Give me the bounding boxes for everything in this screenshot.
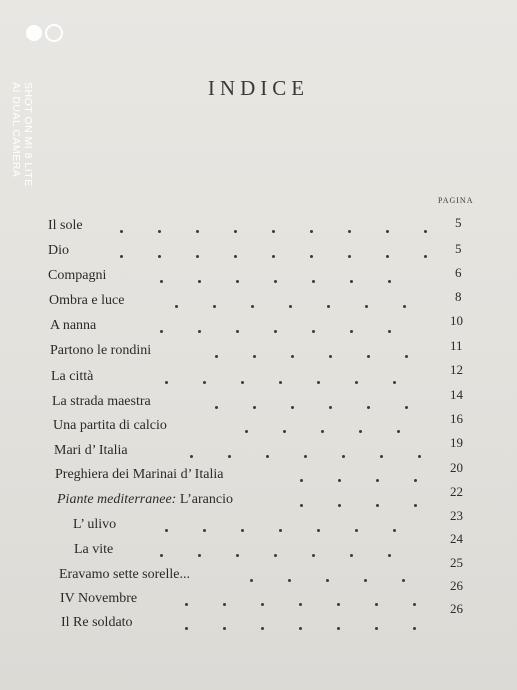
leader-dots	[160, 554, 425, 558]
toc-page-number: 16	[450, 411, 463, 426]
toc-entry-section: Piante mediterranee:	[57, 492, 177, 507]
toc-page-number: 26	[450, 601, 463, 616]
toc-entry-title: Eravamo sette sorelle...	[59, 567, 191, 582]
toc-entry	[48, 268, 106, 284]
leader-dots	[185, 603, 425, 607]
toc-entry	[55, 467, 223, 483]
toc-page-number: 8	[455, 289, 462, 304]
toc-entry	[61, 615, 133, 631]
toc-entry-title: La strada maestra	[52, 394, 151, 409]
toc-entry	[51, 369, 93, 385]
leader-dots	[160, 330, 425, 334]
toc-page-number: 23	[450, 508, 463, 523]
toc-page-number: 14	[450, 387, 463, 402]
toc-entry-title: Il Re soldato	[61, 615, 133, 630]
leader-dots	[300, 479, 425, 483]
toc-entry-title: La città	[51, 369, 94, 384]
toc-entry	[50, 318, 96, 334]
toc-entry	[50, 343, 151, 359]
toc-page-number: 22	[450, 484, 463, 499]
toc-entry-title: L’ ulivo	[73, 517, 117, 532]
toc-entry-title: Ombra e luce	[49, 293, 125, 308]
camera-logo-icon	[26, 24, 63, 42]
toc-entry	[48, 218, 83, 234]
leader-dots	[250, 579, 425, 583]
camera-watermark	[26, 24, 63, 42]
leader-dots	[185, 627, 425, 631]
toc-entry	[73, 517, 116, 533]
toc-entry	[54, 443, 128, 459]
toc-entry-title: Mari d’ Italia	[54, 443, 128, 458]
leader-dots	[160, 280, 425, 284]
toc-page-number: 11	[450, 338, 463, 353]
toc-page-number: 10	[450, 313, 463, 328]
toc-page-number: 20	[450, 460, 463, 475]
leader-dots	[120, 230, 425, 234]
toc-entry	[57, 492, 233, 508]
toc-entry-title: Partono le rondini	[50, 343, 152, 358]
toc-page-number: 5	[455, 241, 462, 256]
toc-entry	[53, 418, 167, 434]
toc-entry	[48, 243, 69, 259]
toc-entry	[74, 542, 113, 558]
toc-page-number: 25	[450, 555, 463, 570]
toc-entry-title: Il sole	[48, 218, 83, 233]
leader-dots	[120, 255, 425, 259]
toc-entry-title: Una partita di calcio	[53, 418, 167, 433]
leader-dots	[215, 406, 425, 410]
toc-entry-title: Dio	[48, 243, 69, 258]
toc-entry-title: L’arancio	[179, 492, 233, 507]
toc-entry-title: IV Novembre	[60, 591, 138, 606]
toc-entry-title: Compagni	[48, 268, 107, 283]
index-title: INDICE	[207, 76, 310, 100]
watermark-line-2: AI DUAL CAMERA	[10, 82, 22, 178]
toc-entry	[49, 293, 124, 309]
leader-dots	[165, 381, 425, 385]
toc-entry	[52, 394, 151, 410]
toc-entry-title: Preghiera dei Marinai d’ Italia	[55, 467, 224, 482]
toc-entry	[60, 591, 137, 607]
leader-dots	[175, 305, 425, 309]
page-column-header: PAGINA	[438, 196, 474, 205]
leader-dots	[300, 504, 425, 508]
toc-page-number: 26	[450, 578, 463, 593]
toc-page-number: 24	[450, 531, 463, 546]
toc-page-number: 19	[450, 435, 463, 450]
toc-page-number: 5	[455, 215, 462, 230]
toc-page-number: 6	[455, 265, 462, 280]
leader-dots	[245, 430, 425, 434]
toc-entry-title: La vite	[74, 542, 114, 557]
leader-dots	[165, 529, 425, 533]
toc-page-number: 12	[450, 362, 463, 377]
leader-dots	[215, 355, 425, 359]
toc-entry	[59, 567, 190, 583]
toc-entry-title: A nanna	[50, 318, 97, 333]
watermark-line-1: SHOT ON MI 8 LITE	[22, 82, 34, 187]
leader-dots	[190, 455, 425, 459]
